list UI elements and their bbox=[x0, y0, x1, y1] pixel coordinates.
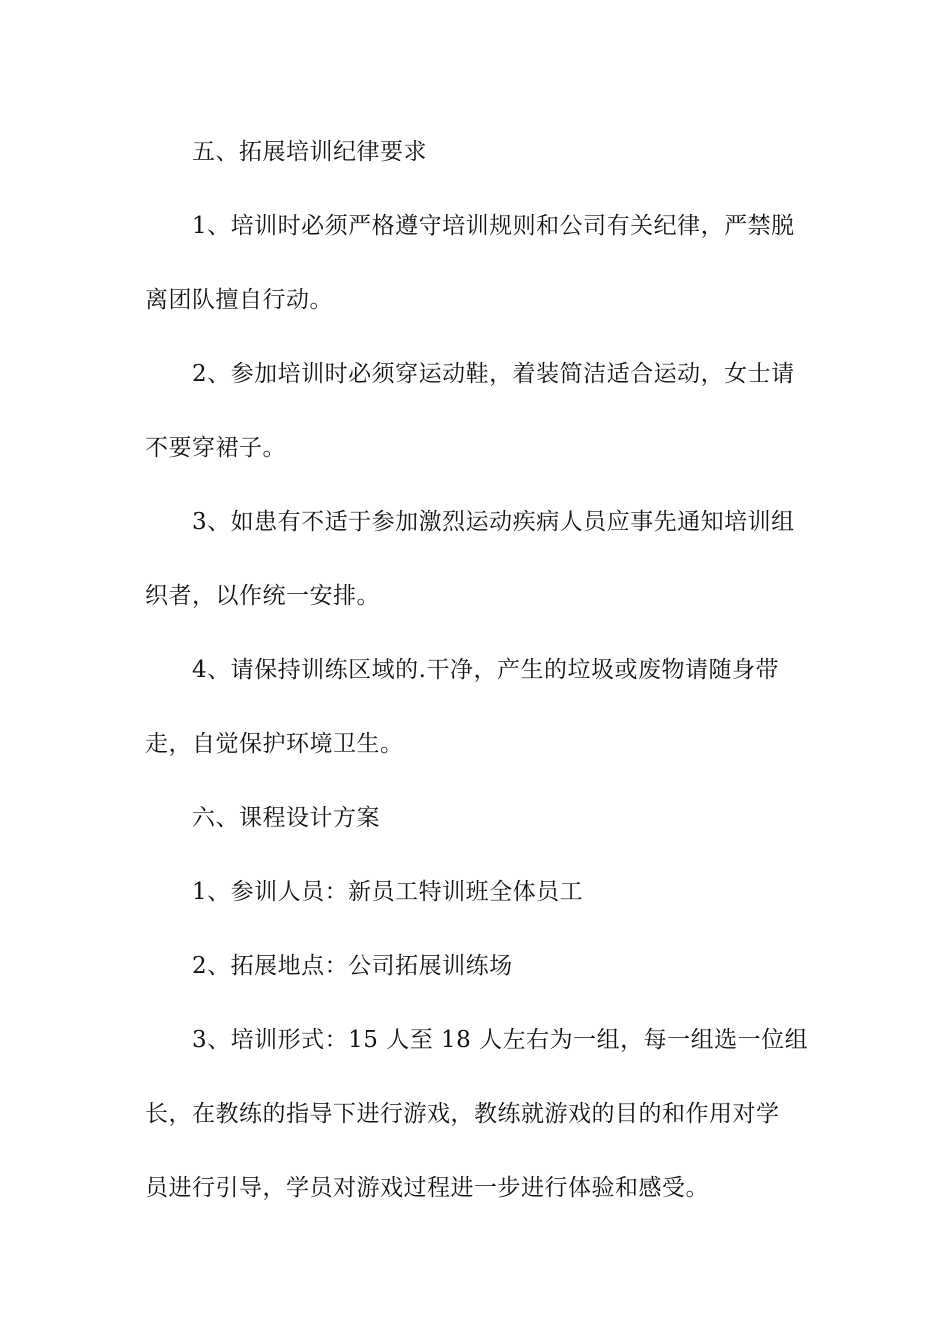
paragraph-line: 1、培训时必须严格遵守培训规则和公司有关纪律，严禁脱 bbox=[192, 213, 795, 239]
paragraph-line: 不要穿裙子。 bbox=[145, 435, 286, 461]
section-heading-discipline: 五、拓展培训纪律要求 bbox=[192, 139, 427, 165]
paragraph-line: 长，在教练的指导下进行游戏，教练就游戏的目的和作用对学 bbox=[145, 1101, 780, 1127]
paragraph-line: 员进行引导，学员对游戏过程进一步进行体验和感受。 bbox=[145, 1175, 709, 1201]
section-heading-course-design: 六、课程设计方案 bbox=[192, 805, 380, 831]
paragraph-line: 3、培训形式：15 人至 18 人左右为一组，每一组选一位组 bbox=[192, 1027, 809, 1053]
paragraph-line: 走，自觉保护环境卫生。 bbox=[145, 731, 404, 757]
paragraph-line: 4、请保持训练区域的.干净，产生的垃圾或废物请随身带 bbox=[192, 657, 779, 683]
paragraph-line: 2、拓展地点：公司拓展训练场 bbox=[192, 953, 513, 979]
paragraph-line: 离团队擅自行动。 bbox=[145, 287, 333, 313]
paragraph-line: 1、参训人员：新员工特训班全体员工 bbox=[192, 879, 584, 905]
paragraph-line: 织者，以作统一安排。 bbox=[145, 583, 380, 609]
paragraph-line: 3、如患有不适于参加激烈运动疾病人员应事先通知培训组 bbox=[192, 509, 795, 535]
paragraph-line: 2、参加培训时必须穿运动鞋，着装简洁适合运动，女士请 bbox=[192, 361, 795, 387]
